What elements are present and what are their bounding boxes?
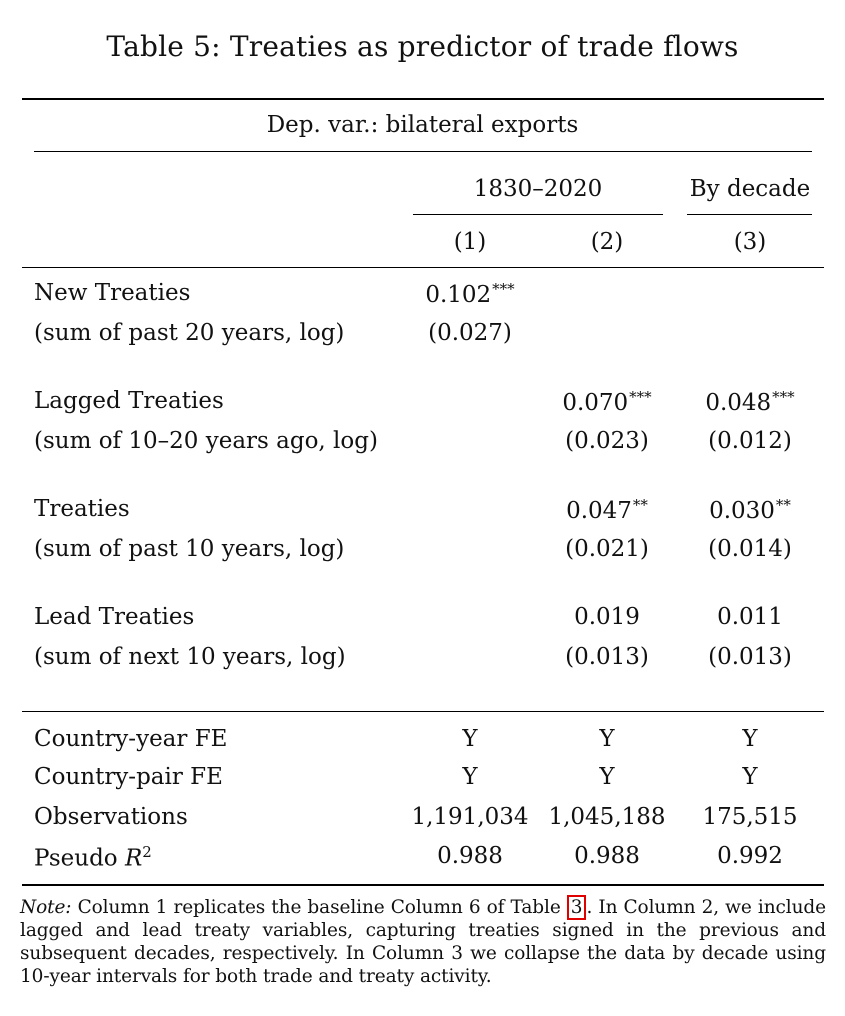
stat-value: Y	[742, 726, 758, 752]
column-number-1: (1)	[453, 229, 487, 255]
coef-cell: 0.047**	[566, 496, 648, 524]
group-header-by-decade: By decade	[689, 176, 811, 202]
dep-var-rule	[34, 151, 812, 152]
stat-value: Y	[599, 764, 615, 790]
stat-value: 1,191,034	[411, 804, 529, 830]
se-cell: (0.027)	[428, 320, 512, 346]
group-rule-by-decade	[687, 214, 812, 215]
se-cell: (0.013)	[565, 644, 649, 670]
coef-cell: 0.030**	[709, 496, 791, 524]
row-label: Treaties	[34, 496, 130, 522]
significance-stars: ***	[629, 388, 652, 406]
row-sublabel: (sum of past 20 years, log)	[34, 320, 345, 346]
se-cell: (0.012)	[708, 428, 792, 454]
stat-label: Observations	[34, 804, 188, 830]
coef-cell: 0.070***	[562, 388, 652, 416]
significance-stars: **	[775, 496, 791, 514]
stats-top-rule	[22, 711, 824, 712]
header-bottom-rule	[22, 267, 824, 268]
significance-stars: **	[632, 496, 648, 514]
row-sublabel: (sum of next 10 years, log)	[34, 644, 346, 670]
row-sublabel: (sum of 10–20 years ago, log)	[34, 428, 378, 454]
stat-value: 175,515	[702, 804, 798, 830]
stat-value: 0.988	[437, 843, 503, 869]
stat-value: 0.988	[574, 843, 640, 869]
group-header-1830-2020: 1830–2020	[473, 176, 603, 202]
bottom-rule	[22, 884, 824, 886]
column-number-2: (2)	[590, 229, 624, 255]
stat-value: Y	[462, 726, 478, 752]
table-caption: Table 5: Treaties as predictor of trade flows	[106, 30, 739, 63]
se-cell: (0.013)	[708, 644, 792, 670]
coef-cell: 0.102***	[425, 280, 515, 308]
top-rule	[22, 98, 824, 100]
table-reference-link[interactable]: 3	[567, 895, 587, 920]
row-label: New Treaties	[34, 280, 191, 306]
group-rule-1830-2020	[413, 214, 663, 215]
se-cell: (0.021)	[565, 536, 649, 562]
coef-cell: 0.048***	[705, 388, 795, 416]
note-lead: Note:	[20, 897, 72, 918]
stat-value: 1,045,188	[548, 804, 666, 830]
se-cell: (0.023)	[565, 428, 649, 454]
se-cell: (0.014)	[708, 536, 792, 562]
dep-var-header: Dep. var.: bilateral exports	[266, 112, 579, 138]
stat-value: 0.992	[717, 843, 783, 869]
stat-label: Country-year FE	[34, 726, 228, 752]
stat-value: Y	[462, 764, 478, 790]
row-label: Lagged Treaties	[34, 388, 224, 414]
row-sublabel: (sum of past 10 years, log)	[34, 536, 345, 562]
significance-stars: ***	[772, 388, 795, 406]
coef-cell: 0.019	[574, 604, 640, 630]
column-number-3: (3)	[733, 229, 767, 255]
row-label: Lead Treaties	[34, 604, 195, 630]
stat-value: Y	[742, 764, 758, 790]
significance-stars: ***	[492, 280, 515, 298]
coef-cell: 0.011	[717, 604, 783, 630]
stat-label: Pseudo $R^2$	[34, 843, 152, 872]
stat-label: Country-pair FE	[34, 764, 223, 790]
stat-value: Y	[599, 726, 615, 752]
table-note: Note: Column 1 replicates the baseline Column 6 of Table 3 . In Column 2, we include lagged and lead treaty variables, capturing treaties signed in the previous and subsequent decades, respectively. In Column 3 we collapse the data by decade using 10-year intervals for both trade and treaty activity.	[20, 897, 826, 987]
